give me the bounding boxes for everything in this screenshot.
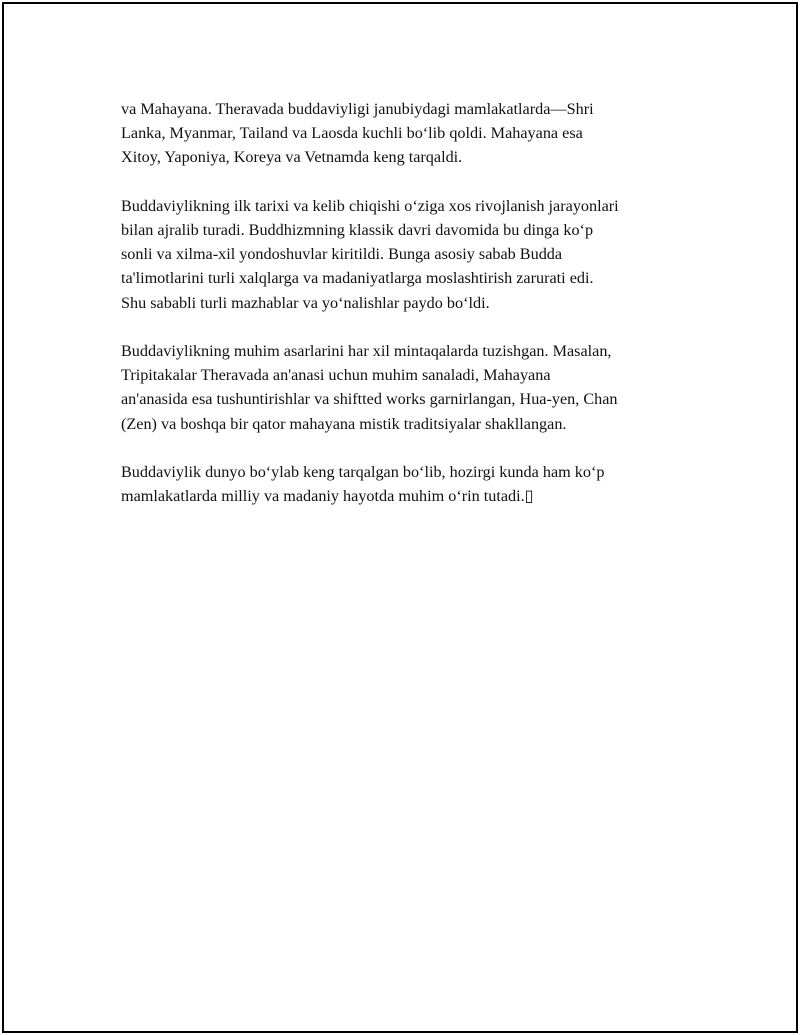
text-line: bilan ajralib turadi. Buddhizmning klassik davri davomida bu dinga ko‘p: [121, 221, 594, 239]
text-line: Buddaviylikning ilk tarixi va kelib chiqishi o‘ziga xos rivojlanish jarayonlari: [121, 196, 619, 215]
document-body: [121, 97, 701, 533]
text-line: (Zen) va boshqa bir qator mahayana mistik traditsiyalar shakllangan.: [121, 414, 567, 433]
text-line: Shu sababli turli mazhablar va yo‘nalishlar paydo bo‘ldi.: [121, 293, 490, 312]
paragraph-1: [121, 97, 701, 170]
text-line: Buddaviylik dunyo bo‘ylab keng tarqalgan bo‘lib, hozirgi kunda ham ko‘p: [121, 463, 605, 481]
text-line: Lanka, Myanmar, Tailand va Laosda kuchli bo‘lib qoldi. Mahayana esa: [121, 124, 583, 143]
paragraph-3: [121, 339, 701, 436]
text-line: an'anasida esa tushuntirishlar va shiftted works garnirlangan, Hua-yen, Chan: [121, 390, 618, 409]
paragraph-2: [121, 194, 701, 315]
page-frame: [2, 2, 798, 1033]
text-line: Xitoy, Yaponiya, Koreya va Vetnamda keng tarqaldi.: [121, 148, 463, 167]
text-line: Buddaviylikning muhim asarlarini har xil mintaqalarda tuzishgan. Masalan,: [121, 342, 612, 360]
text-line: sonli va xilma-xil yondoshuvlar kiritildi. Bunga asosiy sabab Budda: [121, 245, 563, 264]
text-line: va Mahayana. Theravada buddaviyligi janubiydagi mamlakatlarda—Shri: [121, 100, 594, 118]
text-line: mamlakatlarda milliy va madaniy hayotda muhim o‘rin tutadi.▯: [121, 487, 534, 506]
paragraph-4: [121, 460, 701, 508]
text-line: Tripitakalar Theravada an'anasi uchun muhim sanaladi, Mahayana: [121, 366, 551, 385]
text-line: ta'limotlarini turli xalqlarga va madaniyatlarga moslashtirish zarurati edi.: [121, 269, 594, 288]
